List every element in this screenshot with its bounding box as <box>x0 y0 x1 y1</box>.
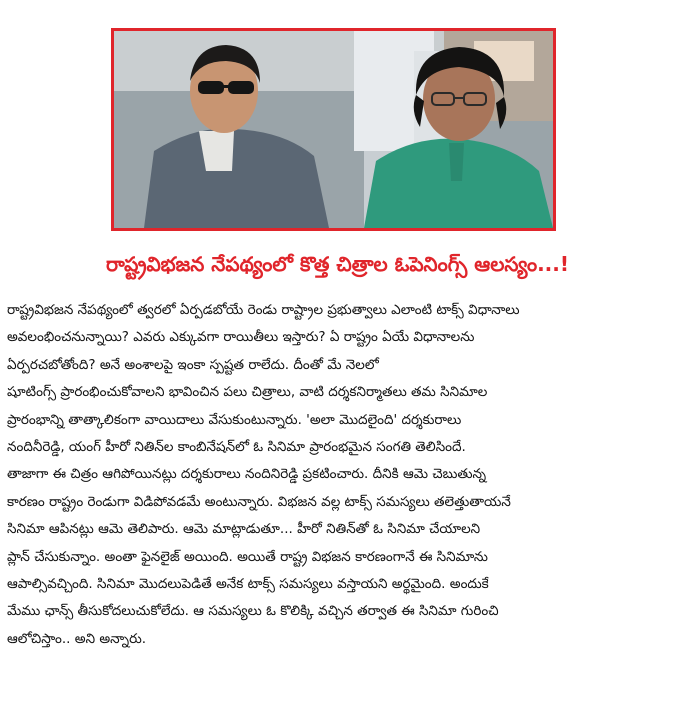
article-line: అవలంభించనున్నాయి? ఎవరు ఎక్కువగా రాయితీలు ఇస్తారు? ఏ రాష్ట్రం ఏయే విధానాలను <box>7 329 475 346</box>
article-line: ఏర్పరచబోతోంది? అనే అంశాలపై ఇంకా స్పష్టత రాలేదు. దీంతో మే నెలలో <box>7 356 379 373</box>
article-line: కారణం రాష్ట్రం రెండుగా విడిపోవడమే అంటున్నారు. విభజన వల్ల టాక్స్ సమస్యలు తలెత్తుతాయనే <box>7 493 511 510</box>
photo-illustration <box>114 31 553 228</box>
article-line: మేము ఛాన్స్ తీసుకోదలుచుకోలేదు. ఆ సమస్యలు ఓ కొలిక్కి వచ్చిన తర్వాత ఈ సినిమా గురించి <box>7 603 499 620</box>
article-line: ప్లాన్ చేసుకున్నాం. అంతా ఫైనలైజ్ అయింది. అయితే రాష్ట్ర విభజన కారణంగానే ఈ సినిమాను <box>7 548 488 565</box>
article-line: తాజాగా ఈ చిత్రం ఆగిపోయినట్లు దర్శకురాలు నందినిరెడ్డి ప్రకటించారు. దీనికి ఆమె చెబుతున్న <box>7 466 487 483</box>
article-line: ఆలోచిస్తాం.. అని అన్నారు. <box>7 630 147 647</box>
article-line: ఆపాల్సివచ్చింది. సినిమా మొదలుపెడితే అనేక టాక్స్ సమస్యలు వస్తాయని అర్థమైంది. అందుకే <box>7 575 489 592</box>
headline: రాష్ట్రవిభజన నేపథ్యంలో కొత్త చిత్రాల ఓపెనింగ్స్ ఆలస్యం...! <box>105 252 569 276</box>
article-line: రాష్ట్రవిభజన నేపథ్యంలో త్వరలో ఏర్పడబోయే రెండు రాష్ట్రాల ప్రభుత్వాలు ఎలాంటి టాక్స్ విధానాలు <box>7 302 520 318</box>
article-line: షూటింగ్స్ ప్రారంభించుకోవాలని భావించిన పలు చిత్రాలు, వాటి దర్శకనిర్మాతలు తమ సినిమాల <box>7 384 488 401</box>
article-photo <box>111 28 556 231</box>
article-body <box>7 297 669 653</box>
article-line: నందినీరెడ్డి, యంగ్ హీరో నితిన్‌ల కాంబినేషన్‌లో ఓ సినిమా ప్రారంభమైన సంగతి తెలిసిందే. <box>7 438 466 455</box>
article-line: ప్రారంభాన్ని తాత్కాలికంగా వాయిదాలు వేసుకుంటున్నారు. 'అలా మొదలైంది' దర్శకురాలు <box>7 411 462 428</box>
article-line: సినిమా ఆపినట్లు ఆమె తెలిపారు. ఆమె మాట్లాడుతూ... హీరో నితిన్‌తో ఓ సినిమా చేయాలని <box>7 521 481 538</box>
